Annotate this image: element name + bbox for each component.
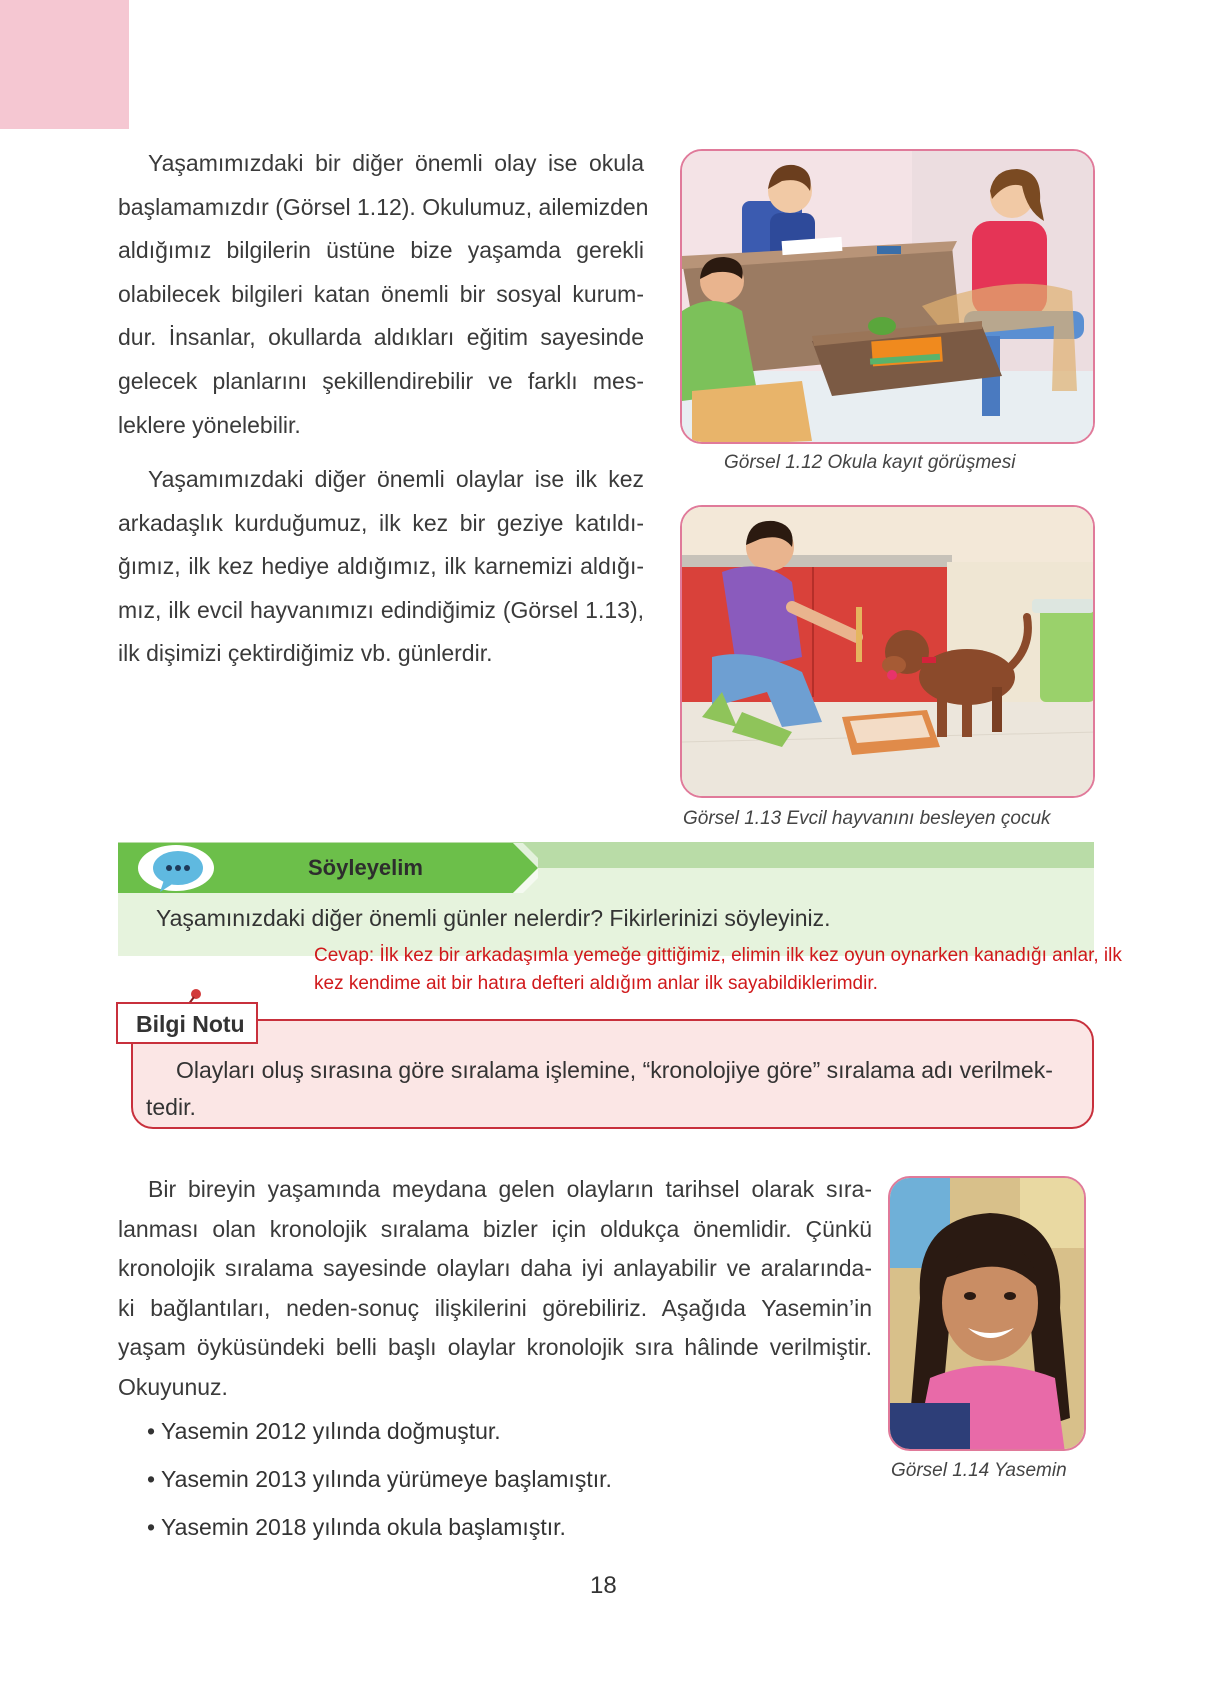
- text-line: dur. İnsanlar, okullarda aldıkları eğitim sayesinde: [118, 324, 644, 351]
- soyleyelim-question: Yaşamınızdaki diğer önemli günler nelerdir? Fikirlerinizi söyleyiniz.: [156, 905, 831, 931]
- text-line: Yaşamımızdaki diğer önemli olaylar ise ilk kez: [148, 466, 644, 492]
- text-line: ğımız, ilk kez hediye aldığımız, ilk karnemizi aldığı-: [118, 553, 644, 580]
- text-line: ki bağlantıları, neden-sonuç ilişkilerini görebiliriz. Aşağıda Yasemin’in: [118, 1294, 872, 1321]
- list-item: • Yasemin 2012 yılında doğmuştur.: [147, 1418, 501, 1444]
- text-line: başlamamızdır (Görsel 1.12). Okulumuz, ailemizden: [118, 193, 649, 220]
- school-registration-illustration: [682, 151, 1095, 444]
- text-line: Bir bireyin yaşamında meydana gelen olayların tarihsel olarak sıra-: [148, 1176, 872, 1202]
- text-line: lanması olan kronolojik sıralama bizler için oldukça önemlidir. Çünkü: [118, 1215, 872, 1242]
- text-line: olabilecek bilgileri katan önemli bir sosyal kurum-: [118, 280, 644, 307]
- bilgi-notu-text: [146, 1052, 1086, 1126]
- yasemin-photo: [890, 1178, 1086, 1451]
- figure-1-12-caption: Görsel 1.12 Okula kayıt görüşmesi: [724, 452, 1016, 473]
- text-line: Olayları oluş sırasına göre sıralama işlemine, “kronolojiye göre” sıralama adı verilmek-: [176, 1057, 1053, 1083]
- bilgi-notu-label: Bilgi Notu: [116, 1002, 258, 1044]
- intro-paragraph-2: [118, 458, 644, 676]
- intro-paragraph-1: [118, 142, 649, 447]
- text-line: arkadaşlık kurduğumuz, ilk kez bir geziye katıldı-: [118, 509, 644, 536]
- text-line: leklere yönelebilir.: [118, 411, 301, 438]
- text-line: kronolojik sıralama sayesinde olayları daha iyi anlayabilir ve aralarında-: [118, 1255, 872, 1281]
- text-line: yaşam öyküsündeki belli başlı olaylar kronolojik sıra hâlinde verilmiştir.: [118, 1334, 872, 1360]
- text-line: ilk dişimizi çektirdiğimiz vb. günlerdir.: [118, 640, 493, 667]
- child-feeding-pet-illustration: [682, 507, 1095, 798]
- page-number: 18: [590, 1572, 617, 1599]
- chronology-paragraph: [118, 1170, 872, 1407]
- answer-text: [314, 942, 1122, 998]
- figure-1-13-caption: Görsel 1.13 Evcil hayvanını besleyen çocuk: [683, 808, 1051, 829]
- corner-decoration: [0, 0, 129, 129]
- text-line: Okuyunuz.: [118, 1373, 228, 1400]
- figure-1-14-caption: Görsel 1.14 Yasemin: [891, 1460, 1067, 1481]
- figure-school-registration: [680, 149, 1095, 444]
- text-line: mız, ilk evcil hayvanımızı edindiğimiz (Görsel 1.13),: [118, 596, 644, 623]
- speech-bubble-icon: [150, 848, 206, 892]
- list-item: • Yasemin 2013 yılında yürümeye başlamıştır.: [147, 1466, 612, 1492]
- text-line: aldığımız bilgilerin üstüne bize yaşamda gerekli: [118, 237, 644, 264]
- figure-yasemin-photo: [888, 1176, 1086, 1451]
- soyleyelim-title: Söyleyelim: [308, 855, 423, 880]
- list-item: • Yasemin 2018 yılında okula başlamıştır.: [147, 1514, 566, 1540]
- answer-line: kez kendime ait bir hatıra defteri aldığım anlar ilk sayabildiklerimdir.: [314, 973, 878, 994]
- text-line: gelecek planlarını şekillendirebilir ve farklı mes-: [118, 367, 644, 394]
- answer-line: Cevap: İlk kez bir arkadaşımla yemeğe gittiğimiz, elimin ilk kez oyun oynarken kanadığı anlar, ilk: [314, 945, 1122, 966]
- text-line: Yaşamımızdaki bir diğer önemli olay ise okula: [148, 150, 644, 176]
- text-line: tedir.: [146, 1094, 196, 1120]
- figure-child-feeding-pet: [680, 505, 1095, 798]
